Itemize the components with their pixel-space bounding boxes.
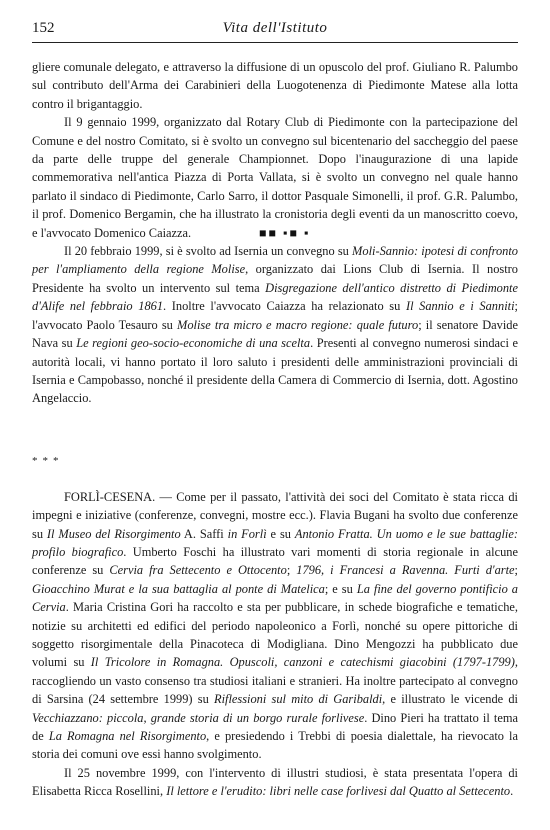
italic-text: Il Tricolore in Romagna. Opuscoli, canzoni e catechismi giacobini (1797-1799): [90, 655, 515, 670]
text-run: ;: [514, 563, 518, 578]
text-run: , organizzato dai Lions Club di Isernia. Il nostro Presidente ha svolto un intervento sul tema: [32, 262, 518, 295]
italic-text: Molise tra micro e macro regione: quale futuro: [177, 317, 419, 332]
italic-text: Disgregazione dell'antico distretto di Piedimonte d'Alife nel febbraio 1861: [32, 280, 518, 314]
paragraph: [32, 242, 518, 408]
paragraph: [32, 764, 518, 801]
text-run: e su: [266, 526, 295, 541]
text-run: ;: [286, 563, 297, 578]
text-run: A. Saffi: [180, 526, 228, 541]
italic-text: in Forlì: [227, 526, 267, 541]
italic-text: 1796, i Francesi a Ravenna. Furti d'arte: [296, 563, 515, 578]
italic-text: Gioacchino Murat e la sua battaglia al ponte di Matelica: [32, 581, 325, 596]
text-run: . Umberto Foschi ha illustrato vari momenti di storia regionale in alcune conferenze su: [32, 544, 519, 578]
ink-mark: ■■ ▪■ ▪: [259, 225, 311, 240]
italic-text: Antonio Fratta. Un uomo e le sue battaglie: profilo biografico: [32, 526, 518, 559]
italic-text: Le regioni geo-socio-economiche di una scelta: [76, 336, 311, 351]
text-run: , e presiedendo i Trebbi di poesia dialettale, ha rievocato la storia dei comuni ove essi hanno svolgimento.: [32, 729, 519, 762]
text-run: FORLÌ-CESENA. — Come per il passato, l'attività dei soci del Comitato è stata ricca di impegni e iniziative (conferenze, convegni, mostre ecc.). Flavia Bugani ha svolto due conferenze su: [32, 489, 518, 541]
text-run: , raccogliendo un vasto consenso tra studiosi italiani e stranieri. Ha inoltre partecipato al convegno di Sarsina (24 settembre 1999) su: [32, 655, 518, 707]
text-run: . Dino Pieri ha trattato il tema de: [32, 710, 518, 743]
italic-text: La fine del governo pontificio a Cervia: [32, 581, 518, 615]
italic-text: Il lettore e l'erudito: libri nelle case forlivesi dal Quatto al Settecento: [166, 784, 511, 799]
italic-text: La Romagna nel Risorgimento: [48, 729, 207, 743]
text-run: Il 20 febbraio 1999, si è svolto ad Isernia un convegno su: [64, 244, 353, 259]
italic-text: Moli-Sannio: ipotesi di confronto per l'ampliamento della regione Molise: [32, 244, 518, 277]
running-header: [32, 20, 518, 43]
italic-text: Il Museo del Risorgimento: [46, 526, 181, 541]
page-number: 152: [32, 20, 55, 36]
section-separator: ***: [32, 454, 64, 467]
text-run: ; l'avvocato Paolo Tesauro su: [32, 299, 518, 332]
italic-text: Vecchiazzano: piccola, grande storia di un borgo rurale forlivese: [32, 710, 365, 725]
text-run: gliere comunale delegato, e attraverso la diffusione di un opuscolo del prof. Giuliano R. Palumbo sul contributo dell'Arma dei Carabinieri della Luogotenenza di Piedimonte Matese alla lotta contro il brigantaggio.: [32, 60, 518, 111]
italic-text: Cervia fra Settecento e Ottocento: [109, 563, 287, 578]
italic-text: Il Sannio e i Sanniti: [405, 299, 515, 314]
text-run: .: [510, 784, 514, 799]
text-run: ; il senatore Davide Nava su: [32, 317, 518, 351]
text-run: Il 9 gennaio 1999, organizzato dal Rotary Club di Piedimonte con la partecipazione del Comune e del nostro Comitato, si è svolto un convegno sul bicentenario del saccheggio del paese da parte delle truppe del generale Championnet. Dopo l'inaugurazione di una lapide commemorativa nell'antica Piazza di Porta Vallata, si è svolto un convegno nel quale hanno parlato il sindaco di Piedimonte, Carlo Sarro, il dottor Pasquale Simonelli, il prof. G.R. Palumbo, il prof. Domenico Bergamin, che ha illustrato la cronistoria degli eventi da un manoscritto coevo, e l'avvocato Domenico Caiazza.: [32, 115, 518, 240]
text-run: . Presenti al convegno numerosi sindaci e autorità locali, vi hanno portato il loro saluto i presidenti delle amministrazioni provinciali di Isernia e Campobasso, nonché il presidente della Camera di Commercio di Isernia, dott. Agostino Angelaccio.: [32, 336, 518, 406]
text-run: , e illustrato le vicende di: [382, 692, 518, 707]
text-run: . Inoltre l'avvocato Caiazza ha relazionato su: [163, 299, 406, 314]
text-run: . Maria Cristina Gori ha raccolto e sta per pubblicare, in schede biografiche e tematiche, notizie su architetti ed edifici del periodo napoleonico a Forlì, nonché su opere pittoriche di soggetto risorgimentale della Pinacoteca di Modigliana. Dino Mengozzi ha pubblicato due volumi su: [32, 600, 518, 670]
paragraph: [32, 113, 518, 242]
text-run: Il 25 novembre 1999, con l'intervento di illustri studiosi, è stata presentata l'opera di Elisabetta Ricca Rosellini,: [32, 765, 518, 799]
text-run: ; e su: [324, 581, 357, 596]
paragraph: [32, 488, 518, 764]
page-body: [32, 58, 518, 801]
italic-text: Riflessioni sul mito di Garibaldi: [214, 692, 383, 707]
paragraph: [32, 58, 518, 113]
running-title: Vita dell'Istituto: [222, 20, 328, 36]
